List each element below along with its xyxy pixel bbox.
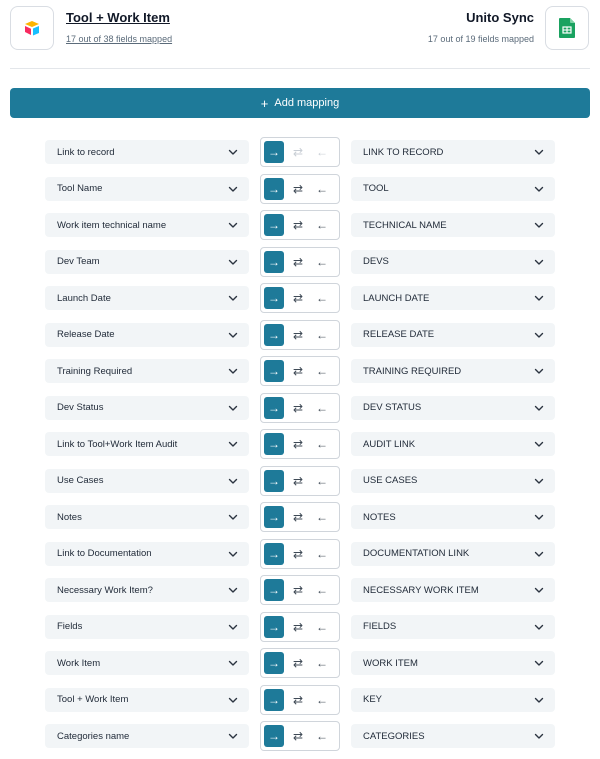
left-field-label: Fields	[57, 621, 83, 632]
chevron-down-icon	[227, 146, 239, 158]
sync-direction-toggle	[260, 137, 340, 167]
sync-direction-toggle	[260, 320, 340, 350]
right-field-label: TECHNICAL NAME	[363, 219, 447, 231]
left-field-label: Notes	[57, 511, 82, 523]
right-field-label: FIELDS	[363, 621, 397, 632]
chevron-down-icon	[533, 292, 545, 304]
chevron-down-icon	[533, 694, 545, 706]
right-field-label: USE CASES	[363, 475, 418, 486]
chevron-down-icon	[533, 475, 545, 487]
two-way-button[interactable]: ⇄	[292, 583, 304, 597]
left-field-label: Link to record	[57, 146, 115, 158]
two-way-button[interactable]: ⇄	[292, 364, 304, 378]
one-way-right-button[interactable]: →	[264, 433, 284, 455]
left-field-label: Use Cases	[57, 475, 104, 486]
mapping-row	[0, 539, 600, 569]
left-field-label: Training Required	[57, 365, 133, 377]
left-fields-mapped-link[interactable]: 17 out of 38 fields mapped	[66, 34, 173, 44]
sync-direction-toggle	[260, 466, 340, 496]
left-field-label: Link to Tool+Work Item Audit	[57, 438, 178, 450]
mapping-row	[0, 320, 600, 350]
one-way-right-button[interactable]: →	[264, 579, 284, 601]
chevron-down-icon	[533, 657, 545, 669]
chevron-down-icon	[533, 402, 545, 414]
sync-direction-toggle	[260, 174, 340, 204]
one-way-left-button[interactable]: ←	[316, 364, 328, 378]
google-sheets-app-tile[interactable]	[545, 6, 589, 50]
one-way-right-button[interactable]: →	[264, 470, 284, 492]
chevron-down-icon	[227, 584, 239, 596]
right-field-label: RELEASE DATE	[363, 329, 435, 340]
left-field-select[interactable]	[45, 359, 249, 383]
sync-direction-toggle	[260, 429, 340, 459]
left-field-select[interactable]	[45, 505, 249, 529]
two-way-button[interactable]: ⇄	[292, 437, 304, 451]
left-field-label: Launch Date	[57, 292, 111, 304]
one-way-left-button[interactable]: ←	[316, 656, 328, 670]
mapping-row	[0, 685, 600, 715]
one-way-left-button[interactable]: ←	[316, 181, 328, 196]
one-way-left-button[interactable]: ←	[316, 291, 328, 305]
one-way-left-button[interactable]: ←	[316, 692, 328, 707]
left-field-select[interactable]	[45, 469, 249, 493]
mapping-row	[0, 174, 600, 204]
mapping-row	[0, 247, 600, 277]
chevron-down-icon	[533, 256, 545, 268]
left-field-select[interactable]	[45, 140, 249, 164]
one-way-right-button[interactable]: →	[264, 287, 284, 309]
two-way-button[interactable]: ⇄	[292, 218, 304, 232]
left-field-select[interactable]	[45, 651, 249, 675]
two-way-button[interactable]: ⇄	[292, 181, 304, 196]
right-field-select[interactable]	[351, 505, 555, 529]
one-way-right-button[interactable]: →	[264, 689, 284, 711]
one-way-left-button[interactable]: ←	[316, 583, 328, 597]
chevron-down-icon	[227, 292, 239, 304]
two-way-button[interactable]: ⇄	[292, 729, 304, 743]
two-way-button[interactable]: ⇄	[292, 473, 304, 488]
chevron-down-icon	[533, 183, 545, 195]
two-way-button[interactable]: ⇄	[292, 327, 304, 342]
chevron-down-icon	[533, 548, 545, 560]
right-field-label: LAUNCH DATE	[363, 292, 430, 304]
right-field-label: TRAINING REQUIRED	[363, 365, 462, 377]
mapping-row	[0, 283, 600, 313]
chevron-down-icon	[533, 511, 545, 523]
sync-direction-toggle	[260, 393, 340, 423]
right-field-label: CATEGORIES	[363, 730, 425, 742]
chevron-down-icon	[227, 183, 239, 195]
sync-direction-toggle	[260, 539, 340, 569]
add-mapping-label: Add mapping	[274, 97, 340, 109]
right-field-label: NOTES	[363, 511, 396, 523]
one-way-left-button[interactable]: ←	[316, 729, 328, 743]
right-field-select[interactable]	[351, 177, 555, 201]
right-field-label: DEV STATUS	[363, 402, 422, 413]
one-way-left-button[interactable]: ←	[316, 400, 328, 415]
left-tool-title[interactable]: Tool + Work Item	[66, 10, 170, 25]
chevron-down-icon	[227, 730, 239, 742]
sync-direction-toggle	[260, 283, 340, 313]
one-way-left-button[interactable]: ←	[316, 473, 328, 488]
right-field-label: DEVS	[363, 256, 389, 267]
two-way-button[interactable]: ⇄	[292, 291, 304, 305]
chevron-down-icon	[533, 584, 545, 596]
right-field-label: WORK ITEM	[363, 657, 418, 669]
one-way-left-button[interactable]: ←	[316, 619, 328, 634]
right-field-label: DOCUMENTATION LINK	[363, 548, 470, 559]
right-fields-mapped: 17 out of 19 fields mapped	[427, 34, 534, 44]
right-field-select[interactable]	[351, 432, 555, 456]
sync-direction-toggle	[260, 612, 340, 642]
mapping-row	[0, 210, 600, 240]
one-way-left-button[interactable]: ←	[316, 510, 328, 524]
chevron-down-icon	[533, 621, 545, 633]
right-field-select[interactable]	[351, 396, 555, 420]
one-way-right-button[interactable]: →	[264, 178, 284, 200]
left-field-select[interactable]	[45, 323, 249, 347]
left-field-select[interactable]	[45, 724, 249, 748]
chevron-down-icon	[227, 256, 239, 268]
sync-direction-toggle	[260, 721, 340, 751]
right-tool-title: Unito Sync	[466, 10, 534, 25]
one-way-right-button[interactable]: →	[264, 616, 284, 638]
chevron-down-icon	[227, 694, 239, 706]
airtable-app-tile[interactable]	[10, 6, 54, 50]
mapping-row	[0, 466, 600, 496]
sync-header	[0, 0, 600, 68]
one-way-left-button[interactable]: ←	[316, 327, 328, 342]
mapping-row	[0, 648, 600, 678]
left-field-label: Dev Status	[57, 402, 104, 413]
left-field-select[interactable]	[45, 615, 249, 639]
right-field-label: LINK TO RECORD	[363, 146, 444, 158]
one-way-right-button[interactable]: →	[264, 506, 284, 528]
mapping-row	[0, 575, 600, 605]
right-field-label: KEY	[363, 694, 383, 705]
chevron-down-icon	[533, 730, 545, 742]
chevron-down-icon	[533, 438, 545, 450]
chevron-down-icon	[227, 511, 239, 523]
google-sheets-icon	[559, 18, 575, 38]
right-field-select[interactable]	[351, 359, 555, 383]
right-field-select[interactable]	[351, 542, 555, 566]
left-field-select[interactable]	[45, 177, 249, 201]
right-field-select[interactable]	[351, 323, 555, 347]
left-field-label: Work Item	[57, 657, 101, 669]
left-field-select[interactable]	[45, 250, 249, 274]
left-field-select[interactable]	[45, 286, 249, 310]
left-field-label: Work item technical name	[57, 219, 167, 231]
one-way-right-button[interactable]: →	[264, 725, 284, 747]
right-field-select[interactable]	[351, 651, 555, 675]
left-field-label: Link to Documentation	[57, 548, 152, 559]
one-way-left-button[interactable]: ←	[316, 254, 328, 269]
add-mapping-button[interactable]	[10, 88, 590, 118]
header-divider	[10, 68, 590, 69]
mapping-row	[0, 429, 600, 459]
chevron-down-icon	[227, 365, 239, 377]
right-field-label: NECESSARY WORK ITEM	[363, 584, 479, 596]
right-field-select[interactable]	[351, 578, 555, 602]
chevron-down-icon	[533, 146, 545, 158]
chevron-down-icon	[227, 438, 239, 450]
left-field-label: Dev Team	[57, 256, 100, 267]
left-field-select[interactable]	[45, 542, 249, 566]
one-way-right-button[interactable]: →	[264, 141, 284, 163]
right-field-select[interactable]	[351, 615, 555, 639]
two-way-button[interactable]: ⇄	[292, 510, 304, 524]
left-field-label: Release Date	[57, 329, 115, 340]
left-field-select[interactable]	[45, 578, 249, 602]
one-way-right-button[interactable]: →	[264, 652, 284, 674]
one-way-left-button[interactable]: ←	[316, 437, 328, 451]
sync-direction-toggle	[260, 356, 340, 386]
chevron-down-icon	[227, 548, 239, 560]
right-field-select[interactable]	[351, 724, 555, 748]
mapping-row	[0, 393, 600, 423]
chevron-down-icon	[227, 329, 239, 341]
two-way-button[interactable]: ⇄	[292, 692, 304, 707]
sync-direction-toggle	[260, 575, 340, 605]
chevron-down-icon	[227, 402, 239, 414]
left-field-label: Categories name	[57, 730, 130, 742]
right-field-select[interactable]	[351, 213, 555, 237]
right-field-label: AUDIT LINK	[363, 438, 416, 450]
sync-direction-toggle	[260, 685, 340, 715]
right-field-select[interactable]	[351, 469, 555, 493]
sync-direction-toggle	[260, 502, 340, 532]
mapping-row	[0, 356, 600, 386]
sync-direction-toggle	[260, 247, 340, 277]
plus-icon: +	[260, 95, 269, 111]
chevron-down-icon	[227, 657, 239, 669]
two-way-button[interactable]: ⇄	[292, 619, 304, 634]
mapping-row	[0, 612, 600, 642]
chevron-down-icon	[227, 621, 239, 633]
chevron-down-icon	[533, 329, 545, 341]
left-field-select[interactable]	[45, 396, 249, 420]
right-field-select[interactable]	[351, 140, 555, 164]
one-way-right-button[interactable]: →	[264, 214, 284, 236]
airtable-icon	[23, 19, 41, 37]
chevron-down-icon	[227, 219, 239, 231]
left-field-select[interactable]	[45, 688, 249, 712]
sync-direction-toggle	[260, 210, 340, 240]
left-field-label: Tool Name	[57, 183, 103, 194]
mapping-row	[0, 137, 600, 167]
two-way-button[interactable]: ⇄	[292, 254, 304, 269]
two-way-button[interactable]: ⇄	[292, 400, 304, 415]
one-way-right-button[interactable]: →	[264, 324, 284, 346]
one-way-right-button[interactable]: →	[264, 251, 284, 273]
one-way-right-button[interactable]: →	[264, 397, 284, 419]
two-way-button[interactable]: ⇄	[292, 656, 304, 670]
sync-direction-toggle	[260, 648, 340, 678]
mapping-row	[0, 721, 600, 751]
right-field-label: TOOL	[363, 183, 389, 194]
two-way-button[interactable]: ⇄	[292, 145, 304, 159]
chevron-down-icon	[533, 219, 545, 231]
right-field-select[interactable]	[351, 286, 555, 310]
left-field-select[interactable]	[45, 432, 249, 456]
left-field-select[interactable]	[45, 213, 249, 237]
one-way-right-button[interactable]: →	[264, 360, 284, 382]
left-field-label: Necessary Work Item?	[57, 584, 153, 596]
one-way-left-button[interactable]: ←	[316, 145, 328, 159]
mapping-row	[0, 502, 600, 532]
right-field-select[interactable]	[351, 250, 555, 274]
chevron-down-icon	[533, 365, 545, 377]
one-way-right-button[interactable]: →	[264, 543, 284, 565]
left-field-label: Tool + Work Item	[57, 694, 129, 705]
one-way-left-button[interactable]: ←	[316, 218, 328, 232]
right-field-select[interactable]	[351, 688, 555, 712]
one-way-left-button[interactable]: ←	[316, 546, 328, 561]
two-way-button[interactable]: ⇄	[292, 546, 304, 561]
chevron-down-icon	[227, 475, 239, 487]
